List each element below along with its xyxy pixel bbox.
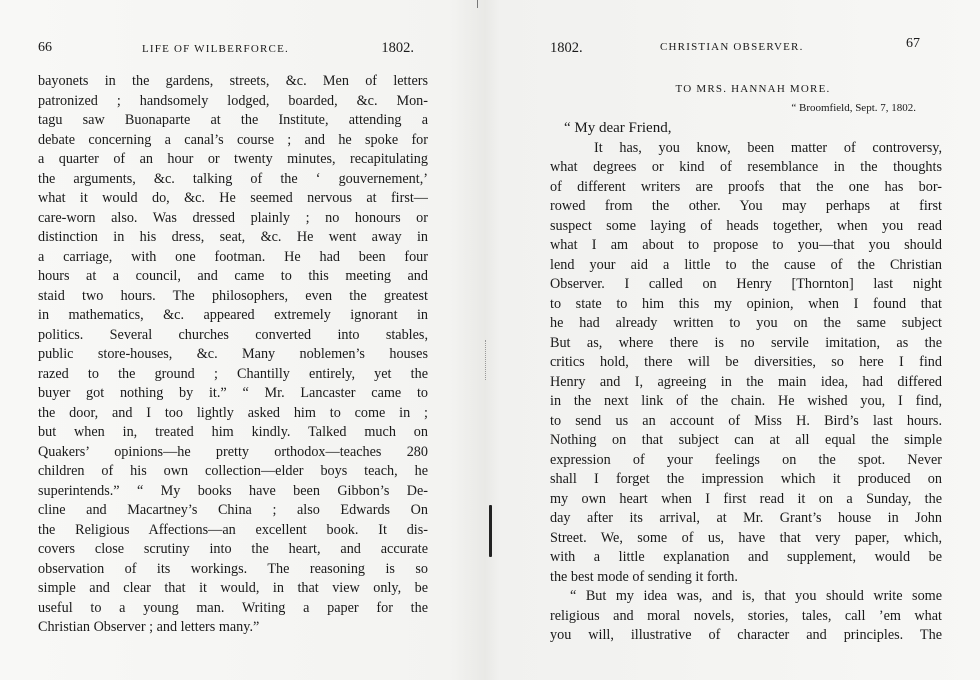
text-line: what I am about to propose to you—that you should [550,237,942,253]
text-line: public store-houses, &c. Many noblemen’s houses [38,346,428,362]
text-line: “ But my idea was, and is, that you should write some [570,588,942,604]
gutter-shadow [485,340,487,380]
text-line: my own heart when I first read it on a Sunday, the [550,490,942,507]
left-page [38,0,428,680]
letter-heading: TO MRS. HANNAH MORE. [675,83,831,95]
text-line: the arguments, &c. talking of the ‘ gouvernement,’ [38,170,428,187]
text-line: day after its arrival, at Mr. Grant’s house in John [550,510,942,526]
text-line: you will, illustrative of character and principles. The [550,627,942,643]
letter-dateline: “ Broomfield, Sept. 7, 1802. [791,101,916,114]
text-line: the best mode of sending it forth. [550,568,738,585]
text-line: rowed from the other. You may perhaps at first [550,198,942,214]
text-line: but when in, treated him kindly. Talked much on [38,424,428,440]
left-body-text [38,72,428,638]
running-title: LIFE OF WILBERFORCE. [142,43,289,55]
text-line: politics. Several churches converted into stables, [38,326,428,343]
text-line: debate concerning a canal’s course ; and he spoke for [38,131,428,148]
text-line: observation of its workings. The reasoning is so [38,560,428,577]
text-line: in mathematics, &c. appeared extremely ignorant in [38,307,428,323]
running-year: 1802. [381,40,414,56]
text-line: to state to him this my opinion, when I found that [550,295,942,312]
left-running-head [38,40,428,60]
text-line: shall I forget the impression which it produced on [550,471,942,487]
text-line: But as, where there is no servile imitation, as the [550,334,942,351]
text-line: staid two hours. The philosophers, even the greatest [38,287,428,304]
text-line: lend your aid a little to the cause of the Christian [550,256,942,273]
gutter-binding-mark [489,505,492,557]
text-line: distinction in his dress, seat, &c. He went away in [38,229,428,245]
gutter-tick [477,0,478,8]
text-line: Observer. I called on Henry [Thornton] last night [550,276,942,292]
text-line: buyer got nothing by it.” “ Mr. Lancaster came to [38,385,428,401]
text-line: Street. We, some of us, have that very paper, which, [550,529,942,546]
letter-salutation: “ My dear Friend, [564,120,672,136]
text-line: of different writers are proofs that the one has bor- [550,178,942,195]
text-line: patronized ; handsomely lodged, boarded, &c. Mon- [38,92,428,109]
text-line: the door, and I too lightly asked him to come in ; [38,404,428,421]
running-year: 1802. [550,40,583,56]
text-line: tagu saw Buonaparte at the Institute, attending a [38,112,428,128]
page-number: 66 [38,40,52,55]
text-line: Henry and I, agreeing in the main idea, had differed [550,373,942,390]
text-line: he had already written to you on the same subject [550,315,942,331]
text-line: with a little explanation and supplement, would be [550,549,942,565]
text-line: Christian Observer ; and letters many.” [38,619,260,635]
text-line: hours at a council, and came to this meeting and [38,268,428,284]
text-line: razed to the ground ; Chantilly entirely, yet the [38,365,428,382]
running-title: CHRISTIAN OBSERVER. [660,41,804,53]
right-running-head [550,36,942,60]
text-line: critics hold, there will be diversities, so here I find [550,354,942,370]
right-page [550,0,942,680]
text-line: care-worn also. Was dressed plainly ; no honours or [38,209,428,226]
text-line: It has, you know, been matter of controversy, [594,139,942,156]
text-line: superintends.” “ My books have been Gibbon’s De- [38,482,428,499]
text-line: the Religious Affections—an excellent book. It dis- [38,521,428,538]
text-line: a quarter of an hour or twenty minutes, recapitulating [38,151,428,167]
text-line: bayonets in the gardens, streets, &c. Men of letters [38,73,428,89]
text-line: to send us an account of Miss H. Bird’s last hours. [550,412,942,429]
text-line: cline and Macartney’s China ; also Edwards On [38,502,428,518]
text-line: suspect some laying of heads together, when you read [550,217,942,234]
text-line: Quakers’ opinions—he pretty orthodox—teaches 280 [38,443,428,460]
text-line: Nothing on that subject can at all equal the simple [550,432,942,448]
text-line: in the next link of the chain. He wished you, I find, [550,393,942,409]
page-number: 67 [906,36,920,51]
text-line: children of his own collection—elder boys teach, he [38,463,428,479]
text-line: what degrees or kind of resemblance in the thoughts [550,159,942,175]
text-line: expression of your feelings on the spot. Never [550,451,942,468]
text-line: simple and clear that it would, in that view only, be [38,580,428,596]
text-line: a carriage, with one footman. He had been four [38,248,428,265]
text-line: what it would do, &c. He seemed nervous at first— [38,190,428,206]
text-line: religious and moral novels, stories, tales, call ’em what [550,607,942,624]
right-body-text [550,80,942,646]
text-line: covers close scrutiny into the heart, and accurate [38,541,428,557]
text-line: useful to a young man. Writing a paper for the [38,599,428,616]
